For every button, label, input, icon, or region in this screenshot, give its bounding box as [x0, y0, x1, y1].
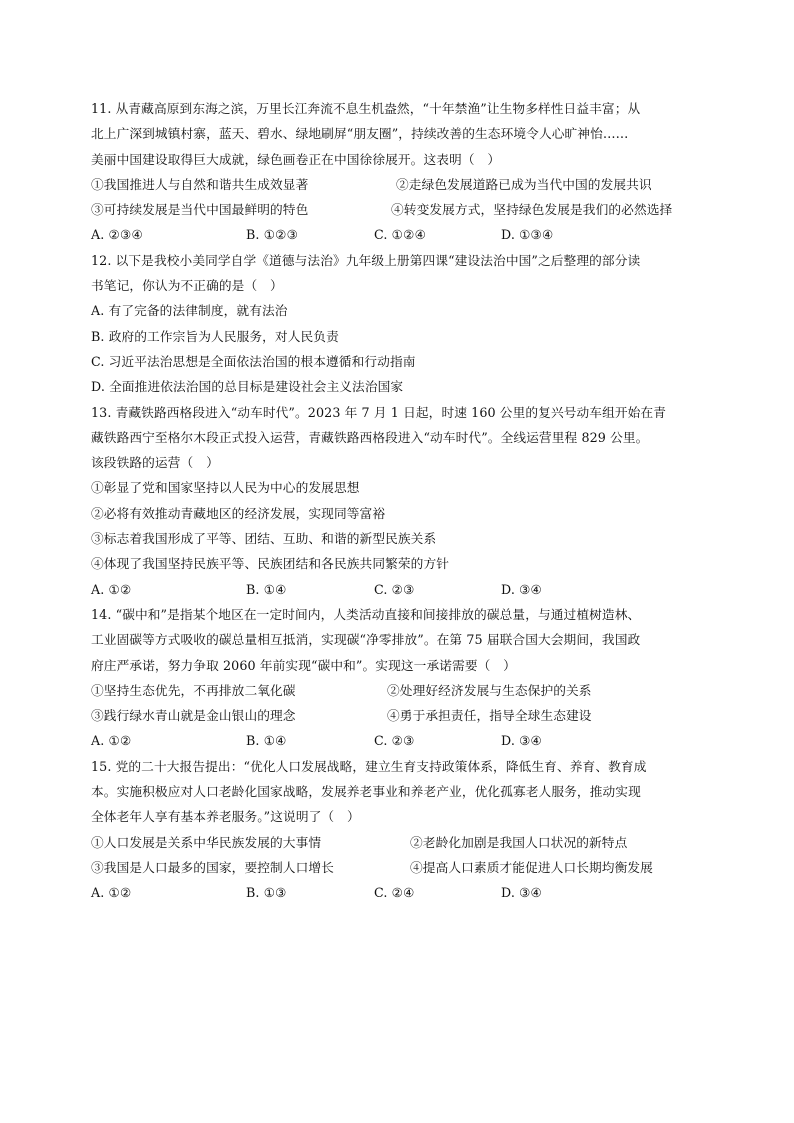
statement: ①彰显了党和国家坚持以人民为中心的发展思想	[91, 480, 360, 496]
question-stem-line: 13. 青藏铁路西格段进入“动车时代”。2023 年 7 月 1 日起，时速 160 公里的复兴号动车组开始在青	[91, 404, 667, 420]
statement: ①坚持生态优先，不再排放二氧化碳	[91, 682, 296, 698]
statement: ③践行绿水青山就是金山银山的理念	[91, 708, 296, 724]
statement: ④勇于承担责任，指导全球生态建设	[387, 708, 592, 724]
statement: ④提高人口素质才能促进人口长期均衡发展	[410, 859, 653, 875]
option-d[interactable]: D. ③④	[501, 885, 543, 901]
options-row	[91, 577, 711, 602]
option-a[interactable]: A. ②③④	[91, 227, 143, 243]
question-11	[91, 96, 711, 248]
option-c[interactable]: C. ②③	[374, 733, 415, 749]
option-a[interactable]: A. 有了完备的法律制度，就有法治	[91, 303, 288, 319]
question-stem-line: 11. 从青藏高原到东海之滨，万里长江奔流不息生机盎然，“十年禁渔”让生物多样性日益丰富；从	[91, 101, 641, 116]
statement-row	[91, 172, 711, 197]
question-15	[91, 754, 711, 906]
option-b[interactable]: B. ①④	[246, 733, 287, 749]
question-stem-line: 全体老年人享有基本养老服务。”这说明了（ ）	[91, 809, 360, 825]
options-row	[91, 728, 711, 753]
statement: ②走绿色发展道路已成为当代中国的发展共识	[396, 176, 652, 192]
options-row	[91, 222, 711, 247]
statement: ②处理好经济发展与生态保护的关系	[387, 682, 592, 698]
option-a[interactable]: A. ①②	[91, 581, 132, 597]
question-stem-line: 北上广深到城镇村寨，蓝天、碧水、绿地刷屏“朋友圈”，持续改善的生态环境令人心旷神怡……	[91, 126, 629, 142]
option-c[interactable]: C. ①②④	[374, 227, 427, 243]
statement-row	[91, 855, 711, 880]
question-stem-line: 府庄严承诺，努力争取 2060 年前实现“碳中和”。实现这一承诺需要（ ）	[91, 657, 516, 673]
statement-row	[91, 703, 711, 728]
statement: ②必将有效推动青藏地区的经济发展，实现同等富裕	[91, 505, 386, 521]
option-c[interactable]: C. ②③	[374, 581, 415, 597]
question-list	[91, 96, 711, 906]
question-stem-line: 该段铁路的运营（ ）	[91, 455, 219, 471]
statement: ④转变发展方式，坚持绿色发展是我们的必然选择	[391, 202, 673, 218]
question-stem-line: 12. 以下是我校小美同学自学《道德与法治》九年级上册第四课“建设法治中国”之后整理的部分读	[91, 252, 641, 268]
question-stem-line: 书笔记，你认为不正确的是（ ）	[91, 278, 283, 294]
statement-row	[91, 678, 711, 703]
option-d[interactable]: D. ①③④	[501, 227, 554, 243]
option-d[interactable]: D. ③④	[501, 733, 543, 749]
option-b[interactable]: B. ①②③	[246, 227, 299, 243]
question-stem-line: 工业固碳等方式吸收的碳总量相互抵消，实现碳“净零排放”。在第 75 届联合国大会期间，我国政	[91, 632, 641, 648]
option-c[interactable]: C. ②④	[374, 885, 415, 901]
statement: ③可持续发展是当代中国最鲜明的特色	[91, 202, 309, 218]
option-b[interactable]: B. ①④	[246, 581, 287, 597]
question-stem-line: 15. 党的二十大报告提出：“优化人口发展战略，建立生育支持政策体系，降低生育、养育、教育成	[91, 758, 647, 774]
option-c[interactable]: C. 习近平法治思想是全面依法治国的根本遵循和行动指南	[91, 353, 416, 369]
statement-row	[91, 830, 711, 855]
option-a[interactable]: A. ①②	[91, 733, 132, 749]
question-12	[91, 248, 711, 400]
option-b[interactable]: B. ①③	[246, 885, 287, 901]
statement: ③标志着我国形成了平等、团结、互助、和谐的新型民族关系	[91, 531, 437, 547]
question-13	[91, 400, 711, 602]
question-stem-line: 本。实施积极应对人口老龄化国家战略，发展养老事业和养老产业，优化孤寡老人服务，推动实现	[91, 784, 641, 800]
options-row	[91, 880, 711, 905]
statement: ①人口发展是关系中华民族发展的大事情	[91, 834, 322, 850]
option-d[interactable]: D. ③④	[501, 581, 543, 597]
statement: ①我国推进人与自然和谐共生成效显著	[91, 176, 309, 192]
option-b[interactable]: B. 政府的工作宗旨为人民服务，对人民负责	[91, 328, 339, 344]
statement-row	[91, 197, 711, 222]
option-a[interactable]: A. ①②	[91, 885, 132, 901]
question-stem-line: 藏铁路西宁至格尔木段正式投入运营，青藏铁路西格段进入“动车时代”。全线运营里程 829 公里。	[91, 429, 649, 445]
option-d[interactable]: D. 全面推进依法治国的总目标是建设社会主义法治国家	[91, 379, 404, 395]
statement: ③我国是人口最多的国家，要控制人口增长	[91, 859, 334, 875]
statement: ②老龄化加剧是我国人口状况的新特点	[410, 834, 628, 850]
question-stem-line: 美丽中国建设取得巨大成就，绿色画卷正在中国徐徐展开。这表明（ ）	[91, 151, 501, 167]
question-14	[91, 602, 711, 754]
statement: ④体现了我国坚持民族平等、民族团结和各民族共同繁荣的方针	[91, 556, 450, 572]
question-stem-line: 14. “碳中和”是指某个地区在一定时间内，人类活动直接和间接排放的碳总量，与通过植树造林、	[91, 606, 641, 622]
